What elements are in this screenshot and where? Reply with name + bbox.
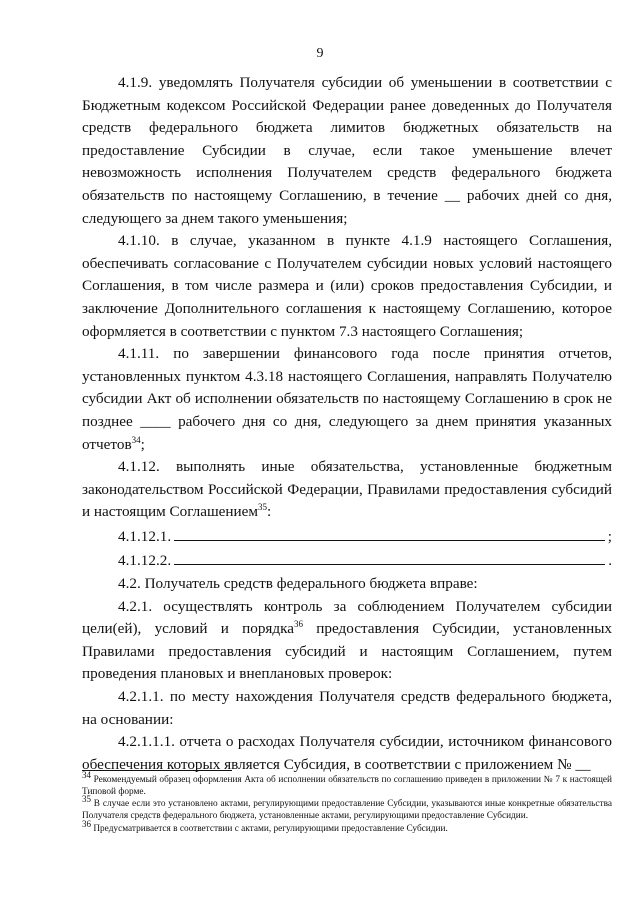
page-number: 9 [316,46,324,61]
clause-4-2: 4.2. Получатель средств федерального бюджета вправе: [118,575,478,593]
clause-4-1-11 [82,343,612,456]
footnote-ref-34: 34 [131,434,141,445]
footnotes [82,770,612,836]
footnote-number: 34 [82,770,91,780]
footnote-number: 36 [82,818,91,829]
clause-4-1-9: 4.1.9. уведомлять Получателя субсидии об уменьшении в соответствии с Бюджетным кодексом Российской Федерации ранее доведенных до Получателя средств федерального бюджета лимитов бюджетных обязательств на предоставление Субсидии в случае, если такое уменьшение влечет невозможность исполнения Получателем средств федерального бюджета обязательств по настоящему Соглашению, в течение __ рабочих дней со дня, следующего за днем такого уменьшения; [82,74,612,227]
blank-line [174,548,605,565]
clause-4-1-12-1 [82,524,612,549]
clause-4-1-12-1-label: 4.1.12.1. [118,527,172,545]
document-body [82,72,612,776]
clause-4-1-12-end: : [267,503,272,521]
clause-4-1-12-2 [82,548,612,573]
clause-4-1-10: 4.1.10. в случае, указанном в пункте 4.1.9 настоящего Соглашения, обеспечивать согласование с Получателем субсидии новых условий настоящего Соглашения, в том числе размера и (или) сроков предоставления Субсидии, и заключение Дополнительного соглашения к настоящему Соглашению, которое оформляется в соответствии с пунктом 7.3 настоящего Соглашения; [82,232,612,340]
footnote-ref-35: 35 [258,502,268,513]
clause-4-1-11-end: ; [140,435,145,453]
clause-4-2-1-1-1: 4.2.1.1.1. отчета о расходах Получателя субсидии, источником финансового обеспечения которых является Субсидия, в соответствии с приложением № __ [82,733,612,773]
footnote-34 [82,770,612,798]
clause-4-1-12-1-end: ; [607,527,612,545]
clause-4-2-1 [82,596,612,686]
footnote-35 [82,794,612,822]
blank-line [174,524,605,541]
footnote-text: Предусматривается в соответствии с актами, регулирующими предоставление Субсидии. [91,823,448,834]
footnote-separator [82,770,232,771]
footnote-36 [82,818,612,836]
clause-4-2-1-1: 4.2.1.1. по месту нахождения Получателя средств федерального бюджета, на основании: [82,688,612,728]
clause-4-1-12-text: 4.1.12. выполнять иные обязательства, установленные бюджетным законодательством Российской Федерации, Правилами предоставления субсидий и настоящим Соглашением [82,458,612,521]
footnote-ref-36: 36 [294,619,304,630]
footnote-text: В случае если это установлено актами, регулирующими предоставление Субсидии, указываются иные конкретные обязательства Получателя средств федерального бюджета, установленные актами, регулирующими предоставление Субсидии. [82,799,612,821]
clause-4-1-12 [82,456,612,524]
clause-4-1-12-2-end: . [608,552,612,570]
footnote-number: 35 [82,794,91,805]
footnote-text: Рекомендуемый образец оформления Акта об исполнении обязательств по соглашению приведен в приложении № 7 к настоящей Типовой форме. [82,775,612,797]
clause-4-2-1-text-a: 4.2.1. осуществлять контроль за соблюдением Получателем субсидии цели(ей), условий и порядка [82,597,612,638]
clause-4-1-11-text: 4.1.11. по завершении финансового года после принятия отчетов, установленных пунктом 4.3.18 настоящего Соглашения, направлять Получателю субсидии Акт об исполнении обязательств по настоящему Соглашению в срок не позднее ____ рабочего дня со дня, следующего за днем принятия указанных отчетов [82,345,612,453]
clause-4-2-1-text-b: предоставления Субсидии, установленных Правилами предоставления субсидий и настоящим Соглашением, путем проведения плановых и внеплановых проверок: [82,620,612,683]
clause-4-1-12-2-label: 4.1.12.2. [118,552,172,570]
